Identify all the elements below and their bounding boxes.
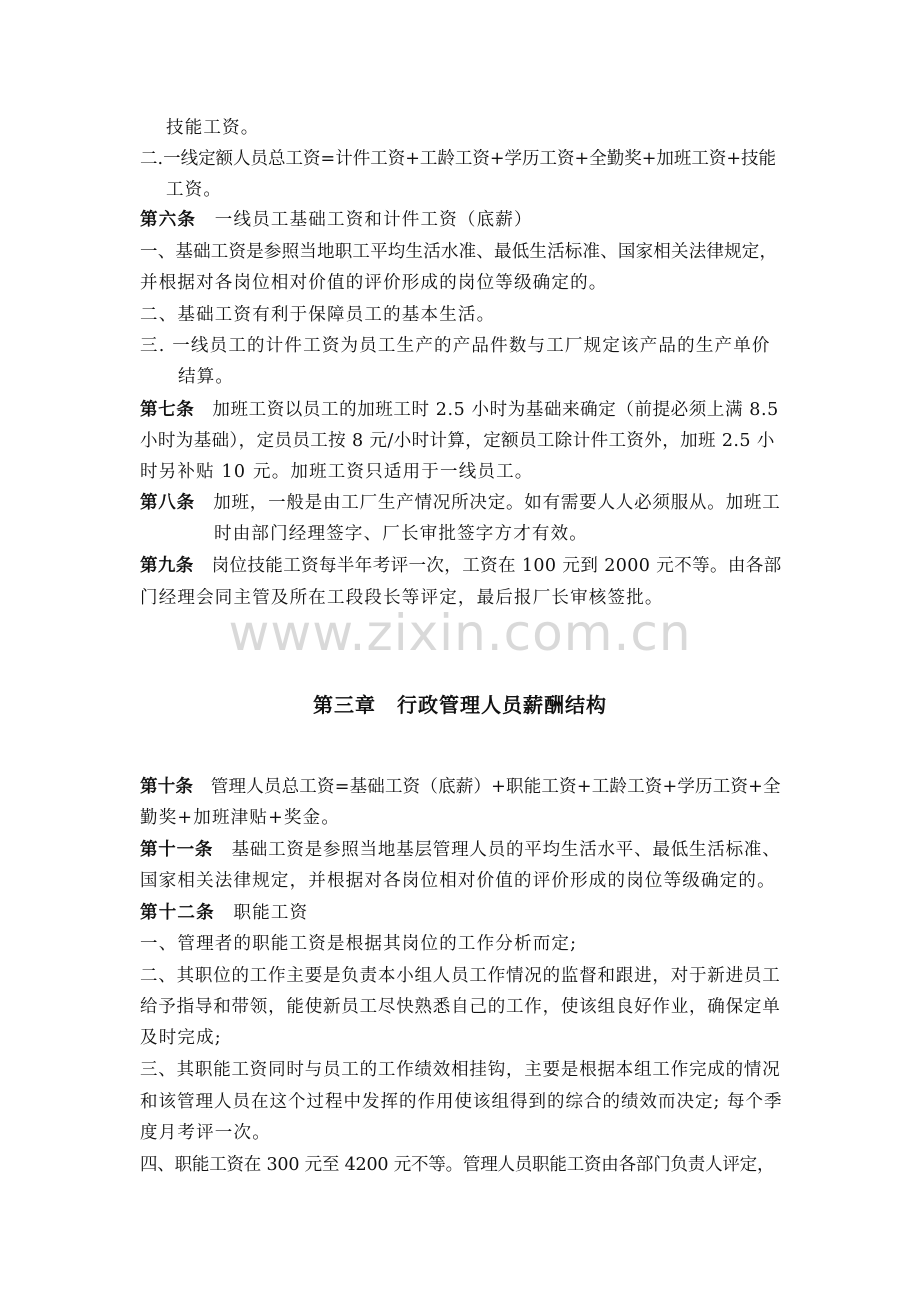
text-line: 国家相关法律规定，并根据对各岗位相对价值的评价形成的岗位等级确定的。 xyxy=(140,871,776,891)
article-heading: 第八条 xyxy=(140,493,195,513)
text-line: 时另补贴 10 元。加班工资只适用于一线员工。 xyxy=(140,462,534,482)
text-line: 时由部门经理签字、厂长审批签字方才有效。 xyxy=(214,524,588,544)
text-line: 二.一线定额人员总工资=计件工资+工龄工资+学历工资+全勤奖+加班工资+技能 xyxy=(140,149,777,169)
text-line: 门经理会同主管及所在工段段长等评定，最后报厂长审核签批。 xyxy=(140,588,664,608)
article-heading: 第六条 xyxy=(140,210,197,230)
article-11: 第十一条 基础工资是参照当地基层管理人员的平均生活水平、最低生活标准、 xyxy=(140,840,781,860)
text-line: 四、职能工资在 300 元至 4200 元不等。管理人员职能工资由各部门负责人评定， xyxy=(140,1155,775,1175)
article-9: 第九条 岗位技能工资每半年考评一次，工资在 100 元到 2000 元不等。由各部 xyxy=(140,556,782,576)
article-12: 第十二条 职能工资 xyxy=(140,903,309,923)
article-heading: 第十一条 xyxy=(140,840,214,860)
text-line: 给予指导和带领，能使新员工尽快熟悉自己的工作，使该组良好作业，确保定单 xyxy=(140,997,781,1017)
text-line: 工资。 xyxy=(166,180,223,200)
text-line: 勤奖+加班津贴+奖金。 xyxy=(140,808,341,828)
article-heading: 第九条 xyxy=(140,556,194,576)
article-heading: 第十条 xyxy=(140,777,194,797)
text-line: 一、管理者的职能工资是根据其岗位的工作分析而定; xyxy=(140,934,578,954)
text-line: 三. 一线员工的计件工资为员工生产的产品件数与工厂规定该产品的生产单价 xyxy=(140,336,771,356)
text-line: 三、其职能工资同时与员工的工作绩效相挂钩，主要是根据本组工作完成的情况 xyxy=(140,1060,781,1080)
text-line: 一、基础工资是参照当地职工平均生活水准、最低生活标准、国家相关法律规定， xyxy=(140,242,778,262)
text-line: 度月考评一次。 xyxy=(140,1123,271,1143)
watermark: www.zixin.com.cn xyxy=(228,604,692,662)
article-10: 第十条 管理人员总工资=基础工资（底薪）+职能工资+工龄工资+学历工资+全 xyxy=(140,777,781,797)
chapter-title: 第三章 行政管理人员薪酬结构 xyxy=(313,693,607,717)
text-line: 小时为基础），定员员工按 8 元/小时计算，定额员工除计件工资外，加班 2.5 小 xyxy=(140,431,775,451)
text-line: 结算。 xyxy=(178,367,235,387)
text-line: 及时完成; xyxy=(140,1028,222,1048)
text-line: 和该管理人员在这个过程中发挥的作用使该组得到的综合的绩效而决定; 每个季 xyxy=(140,1092,783,1112)
article-6: 第六条 一线员工基础工资和计件工资（底薪） xyxy=(140,210,533,230)
text-line: 二、其职位的工作主要是负责本小组人员工作情况的监督和跟进，对于新进员工 xyxy=(140,966,781,986)
article-7: 第七条 加班工资以员工的加班工时 2.5 小时为基础来确定（前提必须上满 8.5 xyxy=(140,400,779,420)
text-line: 二、基础工资有利于保障员工的基本生活。 xyxy=(140,305,496,325)
text-line: 技能工资。 xyxy=(166,118,260,138)
article-8: 第八条 加班，一般是由工厂生产情况所决定。如有需要人人必须服从。加班工 xyxy=(140,493,781,513)
article-heading: 第七条 xyxy=(140,400,195,420)
text-line: 并根据对各岗位相对价值的评价形成的岗位等级确定的。 xyxy=(140,273,608,293)
article-heading: 第十二条 xyxy=(140,903,215,923)
